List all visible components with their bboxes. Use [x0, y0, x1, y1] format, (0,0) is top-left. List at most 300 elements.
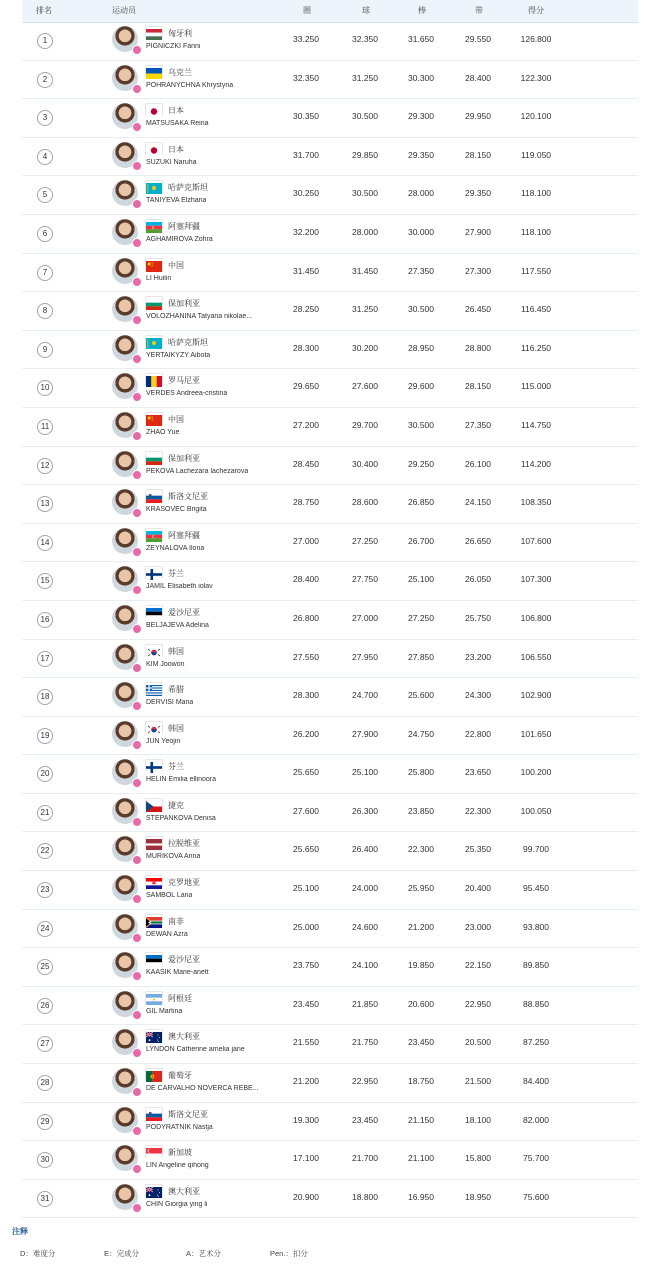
ukraine-flag-icon — [146, 66, 162, 77]
ball-score: 29.850 — [352, 149, 378, 160]
gymnastics-badge-icon — [132, 1126, 142, 1136]
athlete-name[interactable]: SUZUKI Naruha — [146, 158, 197, 166]
clubs-score: 30.500 — [408, 419, 434, 430]
total-score: 116.450 — [520, 304, 552, 315]
clubs-score: 18.750 — [408, 1076, 434, 1087]
table-row[interactable] — [22, 61, 638, 100]
ball-score: 21.850 — [352, 998, 378, 1009]
china-flag-icon — [146, 413, 162, 424]
rank-badge: 26 — [37, 998, 53, 1014]
gymnastics-badge-icon — [132, 624, 142, 634]
clubs-score: 27.250 — [408, 612, 434, 623]
estonia-flag-icon — [146, 606, 162, 617]
ball-score: 21.750 — [352, 1037, 378, 1048]
country-name: 韩国 — [168, 646, 184, 656]
total-score: 99.700 — [523, 844, 549, 855]
hoop-score: 32.350 — [293, 72, 319, 83]
country-name: 中国 — [168, 414, 184, 424]
total-score: 87.250 — [523, 1037, 549, 1048]
total-score: 88.850 — [523, 998, 549, 1009]
rank-badge: 23 — [37, 882, 53, 898]
rank-badge: 13 — [37, 496, 53, 512]
rank-badge: 3 — [37, 110, 53, 126]
hoop-score: 31.700 — [293, 149, 319, 160]
rank-badge: 24 — [37, 921, 53, 937]
clubs-score: 21.100 — [408, 1153, 434, 1164]
clubs-score: 21.200 — [408, 921, 434, 932]
results-table — [22, 22, 638, 1218]
rank-badge: 7 — [37, 265, 53, 281]
gymnastics-badge-icon — [132, 354, 142, 364]
athlete-name[interactable]: DERVISI Maria — [146, 699, 194, 707]
clubs-score: 28.950 — [408, 342, 434, 353]
rank-badge: 2 — [37, 72, 53, 88]
clubs-score: 25.100 — [408, 574, 434, 585]
athlete-name[interactable]: LIN Angeline qihong — [146, 1162, 209, 1170]
athlete-name[interactable]: PIGNICZKI Fanni — [146, 43, 201, 50]
table-header — [22, 0, 638, 23]
table-row[interactable] — [22, 138, 638, 177]
legend-pen: Pen.：扣分 — [270, 1249, 308, 1258]
rank-badge: 4 — [37, 149, 53, 165]
country-name: 中国 — [168, 260, 184, 270]
rank-badge: 29 — [37, 1114, 53, 1130]
athlete-name[interactable]: ZEYNALOVA Ilona — [146, 544, 205, 552]
total-score: 102.900 — [520, 690, 552, 701]
gymnastics-badge-icon — [132, 392, 142, 402]
ball-score: 32.350 — [352, 34, 378, 44]
hoop-score: 27.000 — [293, 535, 319, 546]
ribbon-score: 23.650 — [465, 767, 491, 778]
ball-score: 31.250 — [352, 304, 378, 315]
total-score: 106.800 — [520, 612, 552, 623]
notes-title: 注释 — [12, 1227, 28, 1236]
gymnastics-badge-icon — [132, 894, 142, 904]
ribbon-score: 22.800 — [465, 728, 491, 739]
japan-flag-icon — [146, 143, 162, 154]
table-row[interactable] — [22, 601, 638, 640]
total-score: 126.800 — [520, 34, 552, 44]
hoop-score: 32.200 — [293, 226, 319, 237]
ribbon-score: 20.500 — [465, 1037, 491, 1048]
clubs-score: 27.850 — [408, 651, 434, 662]
hoop-score: 28.450 — [293, 458, 319, 469]
total-score: 93.800 — [523, 921, 549, 932]
gymnastics-badge-icon — [132, 740, 142, 750]
total-score: 118.100 — [520, 226, 552, 237]
gymnastics-badge-icon — [132, 585, 142, 595]
ball-score: 25.100 — [352, 767, 378, 778]
header-hoop: 圈 — [303, 6, 311, 15]
athlete-name[interactable]: VERDES Andreea-cristina — [146, 390, 228, 398]
ribbon-score: 21.500 — [465, 1076, 491, 1087]
athlete-name[interactable]: MURIKOVA Anna — [146, 853, 201, 861]
ribbon-score: 26.100 — [465, 458, 491, 469]
hoop-score: 31.450 — [293, 265, 319, 276]
ball-score: 27.900 — [352, 728, 378, 739]
gymnastics-badge-icon — [132, 508, 142, 518]
australia-flag-icon — [146, 1030, 162, 1041]
athlete-name[interactable]: STEPANKOVA Denisa — [146, 814, 216, 822]
header-ball: 球 — [362, 6, 370, 15]
athlete-name[interactable]: JUN Yeojin — [146, 737, 181, 745]
header-athlete: 运动员 — [112, 6, 136, 15]
rank-badge: 27 — [37, 1036, 53, 1052]
ball-score: 22.950 — [352, 1076, 378, 1087]
bulgaria-flag-icon — [146, 297, 162, 308]
total-score: 107.300 — [520, 574, 552, 585]
ribbon-score: 28.400 — [465, 72, 491, 83]
athlete-name[interactable]: AGHAMIROVA Zohra — [146, 235, 213, 243]
clubs-score: 28.000 — [408, 188, 434, 199]
gymnastics-badge-icon — [132, 45, 142, 55]
ribbon-score: 22.300 — [465, 805, 491, 816]
gymnastics-badge-icon — [132, 470, 142, 480]
ball-score: 24.700 — [352, 690, 378, 701]
hoop-score: 30.350 — [293, 111, 319, 122]
hoop-score: 26.800 — [293, 612, 319, 623]
clubs-score: 16.950 — [408, 1191, 434, 1202]
country-name: 芬兰 — [168, 569, 184, 579]
portugal-flag-icon — [146, 1069, 162, 1080]
rank-badge: 5 — [37, 187, 53, 203]
ball-score: 27.600 — [352, 381, 378, 392]
athlete-name[interactable]: ZHAO Yue — [146, 428, 180, 436]
country-name: 澳大利亚 — [168, 1186, 200, 1196]
ribbon-score: 24.150 — [465, 497, 491, 508]
ball-score: 26.300 — [352, 805, 378, 816]
rank-badge: 16 — [37, 612, 53, 628]
athlete-name[interactable]: TANIYEVA Elzhana — [146, 197, 207, 205]
ribbon-score: 26.650 — [465, 535, 491, 546]
clubs-score: 29.350 — [408, 149, 434, 160]
country-name: 新加坡 — [168, 1148, 192, 1158]
country-name: 希腊 — [168, 685, 184, 695]
gymnastics-badge-icon — [132, 1203, 142, 1213]
rank-badge: 30 — [37, 1152, 53, 1168]
clubs-score: 21.150 — [408, 1114, 434, 1125]
rank-badge: 20 — [37, 766, 53, 782]
ribbon-score: 28.150 — [465, 381, 491, 392]
clubs-score: 19.850 — [408, 960, 434, 971]
clubs-score: 30.000 — [408, 226, 434, 237]
hoop-score: 23.750 — [293, 960, 319, 971]
bulgaria-flag-icon — [146, 452, 162, 463]
romania-flag-icon — [146, 374, 162, 385]
athlete-name[interactable]: KAASIK Marie-anett — [146, 969, 209, 977]
table-row[interactable] — [22, 1103, 638, 1142]
table-row[interactable] — [22, 832, 638, 871]
table-row[interactable] — [22, 948, 638, 987]
table-row[interactable] — [22, 485, 638, 524]
table-row[interactable] — [22, 99, 638, 138]
table-row[interactable] — [22, 1064, 638, 1103]
hoop-score: 28.750 — [293, 497, 319, 508]
clubs-score: 26.700 — [408, 535, 434, 546]
ball-score: 30.500 — [352, 188, 378, 199]
athlete-name[interactable]: PEKOVA Lachezara lachezarova — [146, 467, 249, 475]
ball-score: 27.000 — [352, 612, 378, 623]
clubs-score: 31.650 — [408, 34, 434, 44]
table-row[interactable] — [22, 1025, 638, 1064]
ribbon-score: 27.300 — [465, 265, 491, 276]
ribbon-score: 28.150 — [465, 149, 491, 160]
athlete-name[interactable]: DE CARVALHO NOVERCA REBE... — [146, 1085, 259, 1093]
athlete-name[interactable]: JAMIL Elisabeth iolav — [146, 583, 213, 591]
total-score: 95.450 — [523, 883, 549, 894]
ball-score: 30.400 — [352, 458, 378, 469]
legend-d: D：难度分 — [20, 1249, 56, 1258]
country-name: 捷克 — [168, 800, 184, 810]
ribbon-score: 23.200 — [465, 651, 491, 662]
hoop-score: 20.900 — [293, 1191, 319, 1202]
country-name: 哈萨克斯坦 — [168, 337, 208, 347]
ribbon-score: 27.350 — [465, 419, 491, 430]
ball-score: 28.600 — [352, 497, 378, 508]
athlete-name[interactable]: CHIN Giorgia ying li — [146, 1200, 208, 1208]
rank-badge: 17 — [37, 651, 53, 667]
southafrica-flag-icon — [146, 915, 162, 926]
header-total: 得分 — [528, 6, 544, 15]
gymnastics-badge-icon — [132, 1164, 142, 1174]
country-name: 斯洛文尼亚 — [168, 492, 208, 502]
ribbon-score: 25.350 — [465, 844, 491, 855]
rank-badge: 18 — [37, 689, 53, 705]
ball-score: 24.600 — [352, 921, 378, 932]
hoop-score: 21.550 — [293, 1037, 319, 1048]
total-score: 89.850 — [523, 960, 549, 971]
ribbon-score: 29.350 — [465, 188, 491, 199]
athlete-name[interactable]: KIM Joowon — [146, 660, 185, 668]
rank-badge: 22 — [37, 843, 53, 859]
header-clubs: 棒 — [418, 6, 426, 15]
clubs-score: 29.250 — [408, 458, 434, 469]
ball-score: 24.000 — [352, 883, 378, 894]
ribbon-score: 29.550 — [465, 34, 491, 44]
hoop-score: 30.250 — [293, 188, 319, 199]
legend-a: A：艺术分 — [186, 1249, 222, 1258]
header-rank: 排名 — [36, 6, 52, 15]
table-row[interactable] — [22, 871, 638, 910]
gymnastics-badge-icon — [132, 701, 142, 711]
total-score: 116.250 — [520, 342, 552, 353]
hoop-score: 28.300 — [293, 342, 319, 353]
argentina-flag-icon — [146, 992, 162, 1003]
rank-badge: 10 — [37, 380, 53, 396]
estonia-flag-icon — [146, 953, 162, 964]
china-flag-icon — [146, 259, 162, 270]
country-name: 斯洛文尼亚 — [168, 1109, 208, 1119]
clubs-score: 23.850 — [408, 805, 434, 816]
table-row[interactable] — [22, 640, 638, 679]
gymnastics-badge-icon — [132, 778, 142, 788]
hoop-score: 27.200 — [293, 419, 319, 430]
croatia-flag-icon — [146, 876, 162, 887]
total-score: 117.550 — [520, 265, 552, 276]
rank-badge: 12 — [37, 458, 53, 474]
athlete-name[interactable]: PODYRATNIK Nastja — [146, 1123, 213, 1131]
gymnastics-badge-icon — [132, 1048, 142, 1058]
table-row[interactable] — [22, 717, 638, 756]
table-row[interactable] — [22, 176, 638, 215]
ball-score: 31.250 — [352, 72, 378, 83]
athlete-name[interactable]: KRASOVEC Brigita — [146, 506, 207, 514]
korea-flag-icon — [146, 645, 162, 656]
country-name: 爱沙尼亚 — [168, 607, 200, 617]
total-score: 100.200 — [520, 767, 552, 778]
ribbon-score: 29.950 — [465, 111, 491, 122]
table-row[interactable] — [22, 987, 638, 1026]
athlete-name[interactable]: LI Huilin — [146, 274, 172, 282]
ribbon-score: 20.400 — [465, 883, 491, 894]
table-row[interactable] — [22, 524, 638, 563]
table-row[interactable] — [22, 254, 638, 293]
rank-badge: 1 — [37, 33, 53, 49]
athlete-name[interactable]: MATSUSAKA Reina — [146, 120, 209, 128]
table-row[interactable] — [22, 794, 638, 833]
country-name: 阿塞拜疆 — [168, 221, 200, 231]
country-name: 韩国 — [168, 723, 184, 733]
country-name: 克罗地亚 — [168, 878, 200, 888]
country-name: 保加利亚 — [168, 453, 200, 463]
table-row[interactable] — [22, 910, 638, 949]
clubs-score: 22.300 — [408, 844, 434, 855]
athlete-name[interactable]: BELJAJEVA Adelina — [146, 621, 209, 629]
hoop-score: 27.550 — [293, 651, 319, 662]
hoop-score: 26.200 — [293, 728, 319, 739]
hoop-score: 17.100 — [293, 1153, 319, 1164]
gymnastics-badge-icon — [132, 199, 142, 209]
ribbon-score: 24.300 — [465, 690, 491, 701]
ball-score: 30.500 — [352, 111, 378, 122]
total-score: 115.000 — [520, 381, 552, 392]
table-row[interactable] — [22, 562, 638, 601]
ball-score: 28.000 — [352, 226, 378, 237]
ball-score: 18.800 — [352, 1191, 378, 1202]
total-score: 122.300 — [520, 72, 552, 83]
rank-badge: 25 — [37, 959, 53, 975]
clubs-score: 20.600 — [408, 998, 434, 1009]
athlete-name[interactable]: LYNDON Catherine amelia jane — [146, 1046, 245, 1054]
ball-score: 23.450 — [352, 1114, 378, 1125]
total-score: 114.750 — [520, 419, 552, 430]
ball-score: 27.950 — [352, 651, 378, 662]
athlete-name[interactable]: DEWAN Azra — [146, 930, 188, 938]
latvia-flag-icon — [146, 837, 162, 848]
total-score: 120.100 — [520, 111, 552, 122]
ball-score: 30.200 — [352, 342, 378, 353]
total-score: 106.550 — [520, 651, 552, 662]
table-row[interactable] — [22, 292, 638, 331]
clubs-score: 25.800 — [408, 767, 434, 778]
athlete-name[interactable]: SAMBOL Lana — [146, 892, 193, 900]
ball-score: 27.750 — [352, 574, 378, 585]
athlete-name[interactable]: YERTAIKYZY Aibota — [146, 351, 211, 359]
gymnastics-badge-icon — [132, 933, 142, 943]
table-row[interactable] — [22, 331, 638, 370]
rank-badge: 28 — [37, 1075, 53, 1091]
czech-flag-icon — [146, 799, 162, 810]
gymnastics-badge-icon — [132, 855, 142, 865]
table-row[interactable] — [22, 215, 638, 254]
clubs-score: 27.350 — [408, 265, 434, 276]
table-row[interactable] — [22, 22, 638, 61]
country-name: 日本 — [168, 106, 184, 116]
table-row[interactable] — [22, 408, 638, 447]
country-name: 葡萄牙 — [168, 1071, 192, 1081]
table-row[interactable] — [22, 447, 638, 486]
table-row[interactable] — [22, 1180, 638, 1219]
total-score: 108.350 — [520, 497, 552, 508]
ribbon-score: 23.000 — [465, 921, 491, 932]
table-row[interactable] — [22, 369, 638, 408]
athlete-name[interactable]: POHRANYCHNA Khrystyna — [146, 81, 234, 89]
ribbon-score: 26.050 — [465, 574, 491, 585]
clubs-score: 30.300 — [408, 72, 434, 83]
hoop-score: 19.300 — [293, 1114, 319, 1125]
kazakhstan-flag-icon — [146, 181, 162, 192]
gymnastics-badge-icon — [132, 277, 142, 287]
country-name: 芬兰 — [168, 762, 184, 772]
finland-flag-icon — [146, 760, 162, 771]
table-row[interactable] — [22, 1141, 638, 1180]
country-name: 哈萨克斯坦 — [168, 183, 208, 193]
slovenia-flag-icon — [146, 490, 162, 501]
athlete-name[interactable]: HELIN Emilia ellinoora — [146, 776, 217, 784]
hoop-score: 27.600 — [293, 805, 319, 816]
legend-e: E：完成分 — [104, 1249, 140, 1258]
gymnastics-badge-icon — [132, 315, 142, 325]
total-score: 84.400 — [523, 1076, 549, 1087]
total-score: 101.650 — [520, 728, 552, 739]
country-name: 爱沙尼亚 — [168, 955, 200, 965]
ribbon-score: 26.450 — [465, 304, 491, 315]
clubs-score: 24.750 — [408, 728, 434, 739]
rank-badge: 15 — [37, 573, 53, 589]
clubs-score: 26.850 — [408, 497, 434, 508]
rank-badge: 9 — [37, 342, 53, 358]
hoop-score: 29.650 — [293, 381, 319, 392]
gymnastics-badge-icon — [132, 817, 142, 827]
athlete-name[interactable]: GIL Martina — [146, 1007, 183, 1015]
hoop-score: 21.200 — [293, 1076, 319, 1087]
gymnastics-badge-icon — [132, 547, 142, 557]
gymnastics-badge-icon — [132, 161, 142, 171]
ball-score: 21.700 — [352, 1153, 378, 1164]
ball-score: 24.100 — [352, 960, 378, 971]
clubs-score: 25.600 — [408, 690, 434, 701]
table-row[interactable] — [22, 678, 638, 717]
japan-flag-icon — [146, 104, 162, 115]
ribbon-score: 18.950 — [465, 1191, 491, 1202]
rank-badge: 14 — [37, 535, 53, 551]
gymnastics-badge-icon — [132, 1087, 142, 1097]
hoop-score: 25.100 — [293, 883, 319, 894]
australia-flag-icon — [146, 1185, 162, 1196]
hoop-score: 25.650 — [293, 767, 319, 778]
table-row[interactable] — [22, 755, 638, 794]
country-name: 保加利亚 — [168, 299, 200, 309]
kazakhstan-flag-icon — [146, 336, 162, 347]
clubs-score: 25.950 — [408, 883, 434, 894]
rank-badge: 6 — [37, 226, 53, 242]
clubs-score: 29.300 — [408, 111, 434, 122]
gymnastics-badge-icon — [132, 122, 142, 132]
ball-score: 31.450 — [352, 265, 378, 276]
azerbaijan-flag-icon — [146, 220, 162, 231]
athlete-name[interactable]: VOLOZHANINA Tatyana nikolae... — [146, 313, 253, 321]
ribbon-score: 27.900 — [465, 226, 491, 237]
